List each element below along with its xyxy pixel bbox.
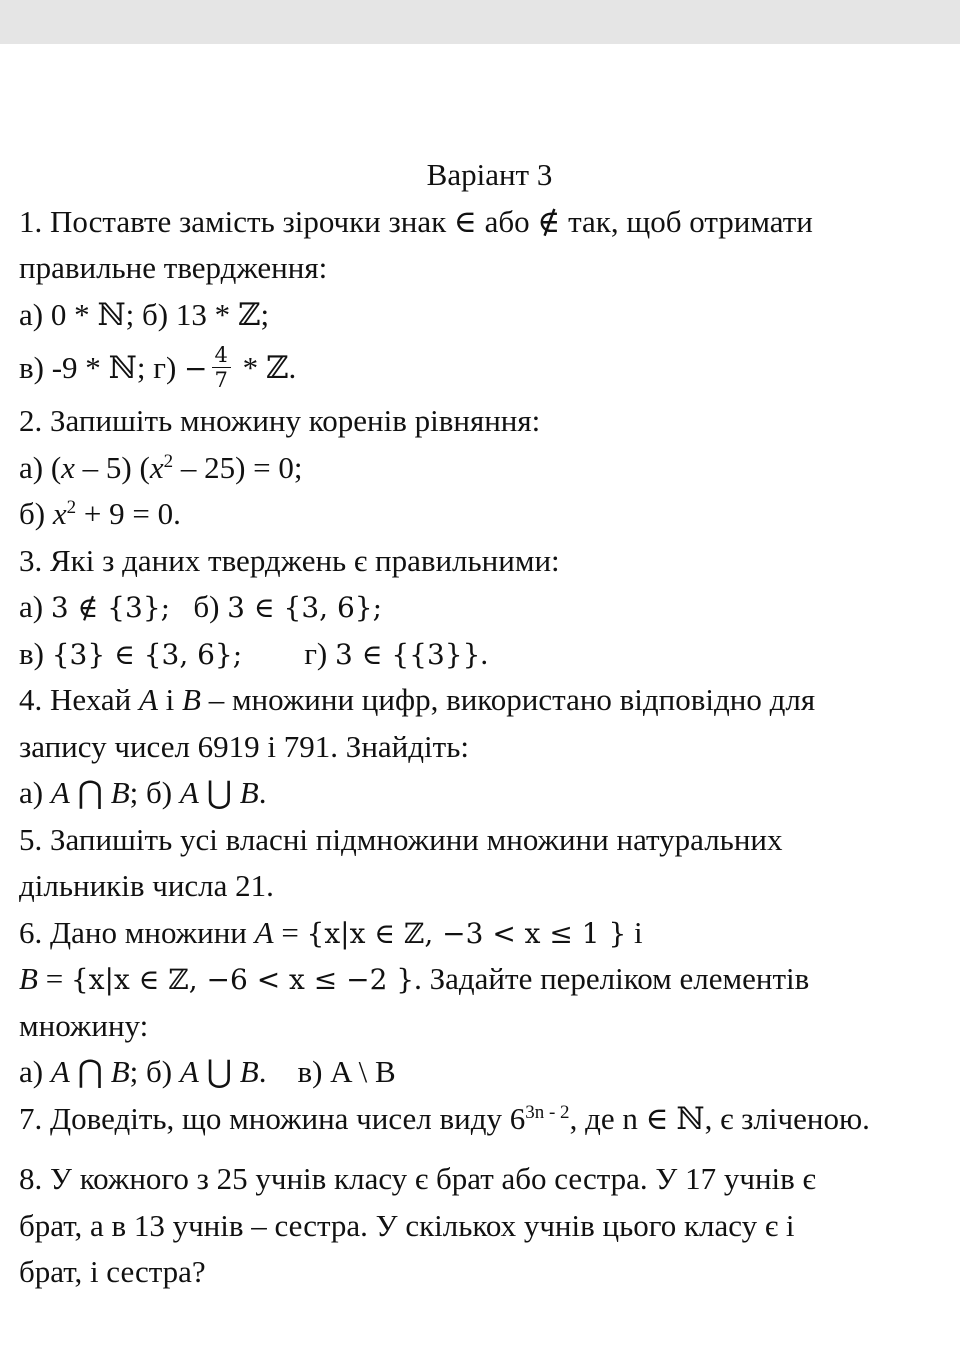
- task-5-line-2: дільників числа 21.: [19, 868, 274, 903]
- fraction-four-sevenths: $\frac{4}{7}$: [212, 343, 231, 392]
- task-6-line-3: множину:: [19, 1007, 149, 1043]
- task-3-line-3: в) {3} ∈ {3, 6}; г) 3 ∈ {{3}}.: [19, 635, 489, 671]
- task-7-line-1: 7. Доведіть, що множина чисел виду $6^{3n - 2}$, де n ∈ ℕ, є зліченою.: [19, 1100, 870, 1136]
- task-6-line-1: 6. Дано множини A = {x|x ∈ ℤ, −3 < x ≤ 1 } і: [19, 914, 643, 950]
- task-3-line-2: а) 3 ∉ {3}; б) 3 ∈ {3, 6};: [19, 589, 383, 624]
- task-1-line-1: 1. Поставте замість зірочки знак ∈ або ∉ так, щоб отримати: [19, 203, 813, 239]
- task-2-equation-a: а) (x – 5) $(x^2 - 25) = 0$;: [19, 449, 303, 485]
- task-4-line-3: а) A ⋂ B; б) A ⋃ B.: [19, 775, 267, 810]
- task-5-line-1: 5. Запишіть усі власні підмножини множини натуральних: [19, 821, 783, 857]
- task-4-line-2: запису чисел 6919 і 791. Знайдіть:: [19, 728, 469, 764]
- task-2-equation-b: б) $x^2 + 9 = 0$.: [19, 496, 181, 531]
- top-bar: [0, 0, 960, 44]
- task-3-line-1: 3. Які з даних тверджень є правильними:: [19, 542, 560, 578]
- task-6-line-4: а) A ⋂ B; б) A ⋃ B. в) A \ B: [19, 1054, 396, 1089]
- variant-title: Варіант 3: [426, 157, 553, 192]
- task-2-line-1: 2. Запишіть множину коренів рівняння:: [19, 403, 541, 438]
- task-6-line-2: B = {x|x ∈ ℤ, −6 < x ≤ −2 }. Задайте переліком елементів: [19, 961, 810, 996]
- task-1-line-4: в) -9 * ℕ; г) − $\frac{4}{7}$ * ℤ.: [19, 343, 297, 393]
- task-8-line-2: брат, а в 13 учнів – сестра. У скількох учнів цього класу є і: [19, 1207, 795, 1243]
- task-8-line-1: 8. У кожного з 25 учнів класу є брат або сестра. У 17 учнів є: [19, 1161, 816, 1196]
- task-1-line-3: а) 0 * ℕ; б) 13 * ℤ;: [19, 296, 270, 332]
- task-1-line-2: правильне твердження:: [19, 250, 328, 285]
- worksheet: [19, 152, 960, 1296]
- task-8-line-3: брат, і сестра?: [19, 1254, 206, 1289]
- task-4-line-1: 4. Нехай A і B – множини цифр, використано відповідно для: [19, 682, 816, 717]
